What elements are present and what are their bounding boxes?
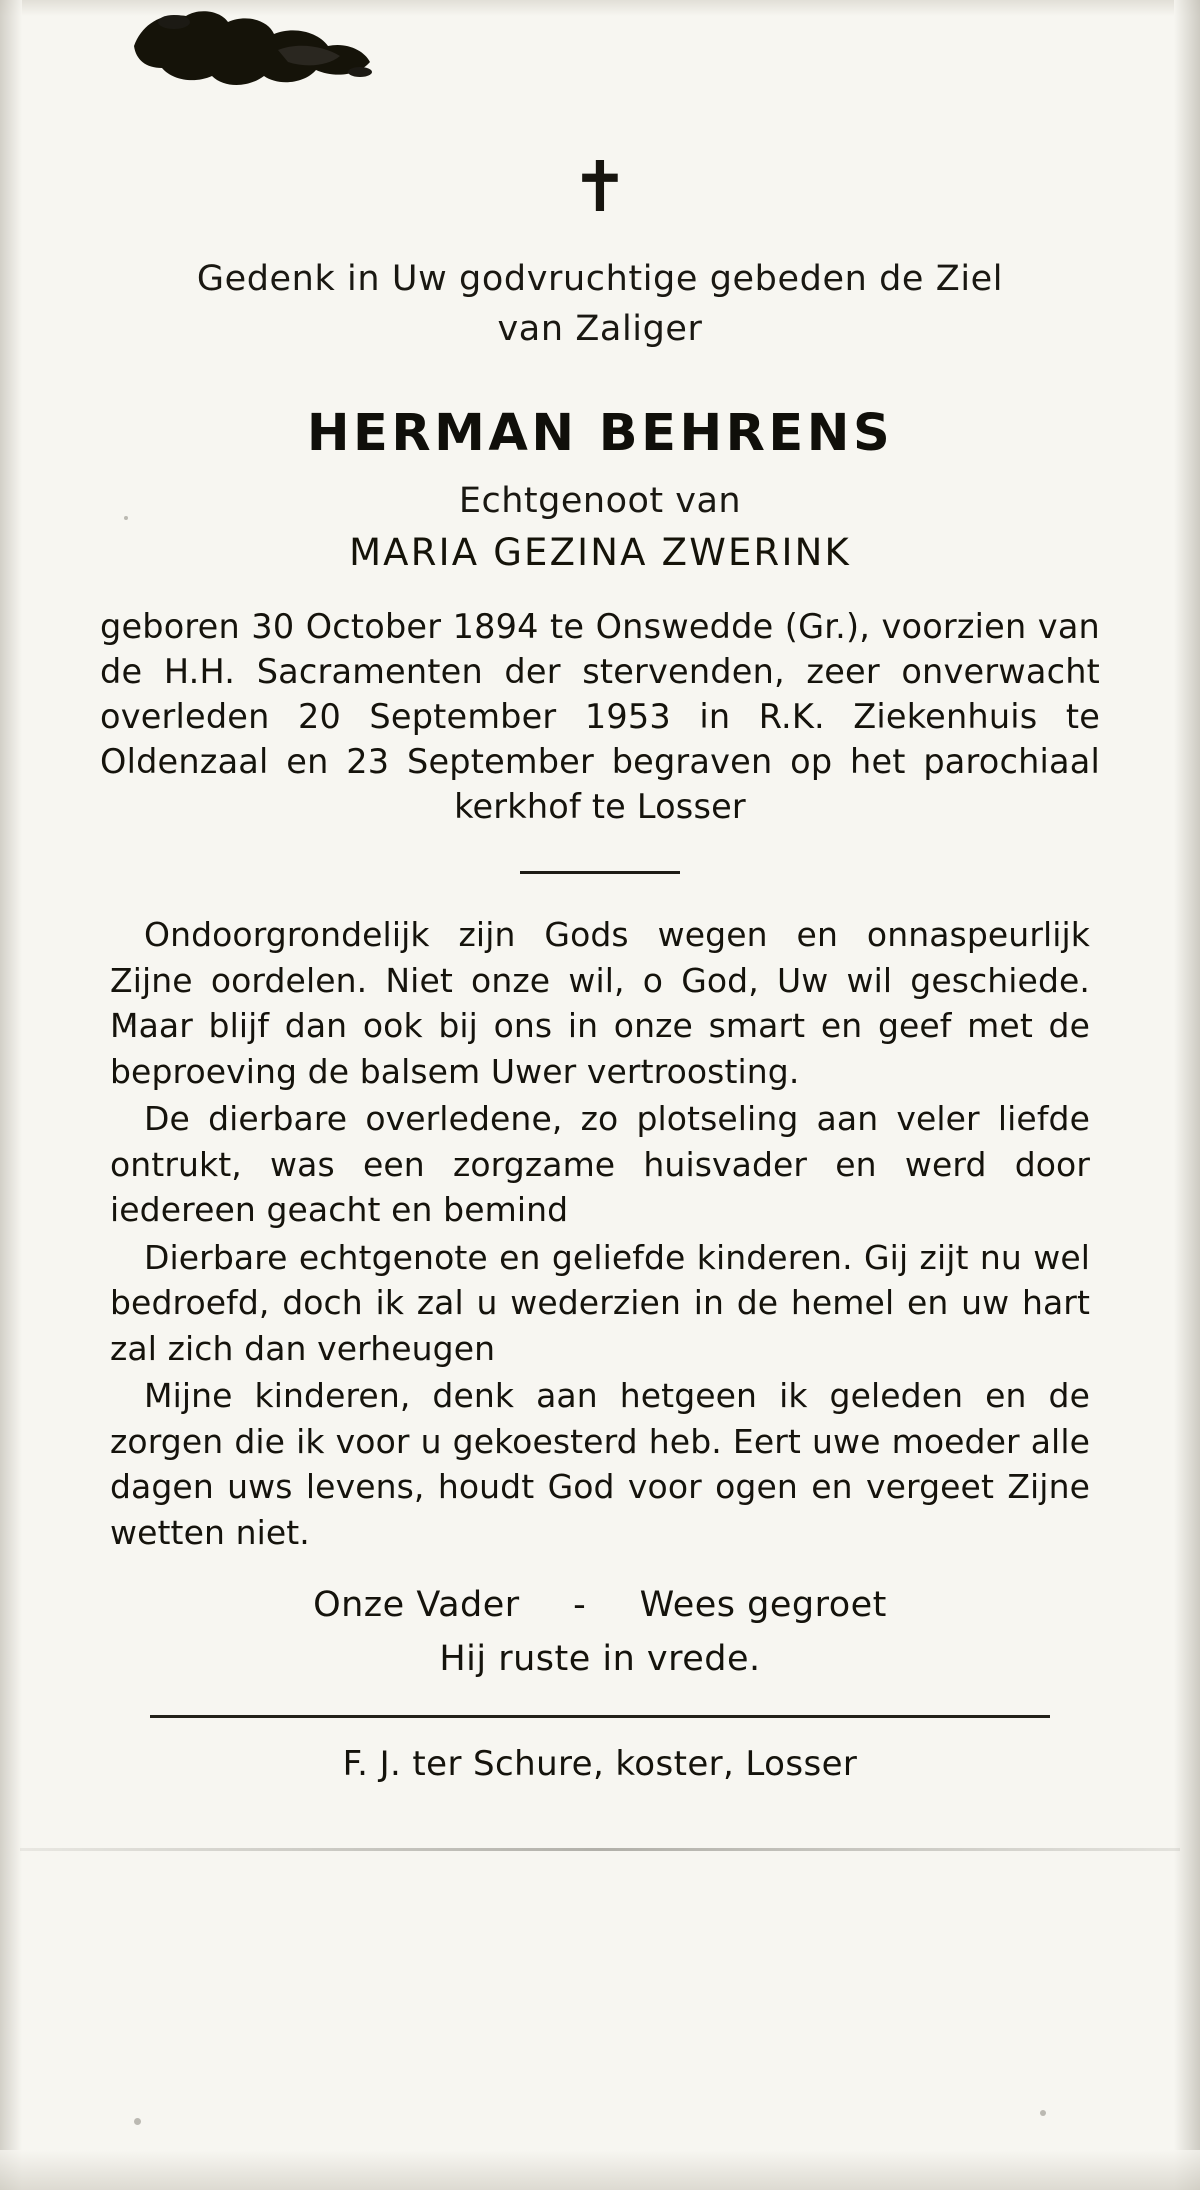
scan-speck <box>134 2118 141 2125</box>
spouse-label: Echtgenoot van <box>458 481 742 521</box>
deceased-name: HERMAN BEHRENS <box>306 404 894 463</box>
paragraph: Ondoorgrondelijk zijn Gods wegen en onnaspeurlijk Zijne oordelen. Niet onze wil, o God, Uw wil geschiede. Maar blijf dan ook bij ons in onze smart en geef met de beproeving de balsem Uwer vertroosting. <box>110 915 1090 1091</box>
divider-short <box>520 871 680 874</box>
paper-crease <box>20 1848 1180 1851</box>
body-text <box>0 912 1200 1555</box>
divider-long <box>150 1715 1050 1718</box>
intro-line-1: Gedenk in Uw godvruchtige gebeden de Ziel <box>196 259 1004 299</box>
prayer-separator: - <box>573 1585 587 1625</box>
cross-icon: ✝ <box>570 146 630 228</box>
prayer-line <box>0 1585 1200 1625</box>
scan-speck <box>1040 2110 1046 2116</box>
paragraph: Mijne kinderen, denk aan hetgeen ik geleden en de zorgen die ik voor u gekoesterd heb. Eert uwe moeder alle dagen uws levens, houdt God voor ogen en vergeet Zijne wetten niet. <box>110 1376 1090 1552</box>
paragraph: De dierbare overledene, zo plotseling aan veler liefde ontrukt, was een zorgzame huisvader en werd door iedereen geacht en bemind <box>110 1099 1090 1229</box>
paragraph: Dierbare echtgenote en geliefde kinderen. Gij zijt nu wel bedroefd, doch ik zal u wederzien in de hemel en uw hart zal zich dan verheugen <box>110 1237 1090 1368</box>
scan-edge-bottom <box>0 2150 1200 2190</box>
biography-text: geboren 30 October 1894 te Onswedde (Gr.), voorzien van de H.H. Sacramenten der stervenden, zeer onverwacht overleden 20 September 1953 in R.K. Ziekenhuis te Oldenzaal en 23 September begraven op het parochiaal kerkhof te Losser <box>100 607 1100 826</box>
intro-line-2: van Zaliger <box>497 309 703 349</box>
prayer-left: Onze Vader <box>313 1585 520 1625</box>
prayer-right: Wees gegroet <box>639 1585 887 1625</box>
printer-credit: F. J. ter Schure, koster, Losser <box>342 1744 858 1784</box>
intro-text <box>0 254 1200 354</box>
rest-in-peace-line: Hij ruste in vrede. <box>439 1639 761 1679</box>
spouse-name: MARIA GEZINA ZWERINK <box>349 531 851 574</box>
